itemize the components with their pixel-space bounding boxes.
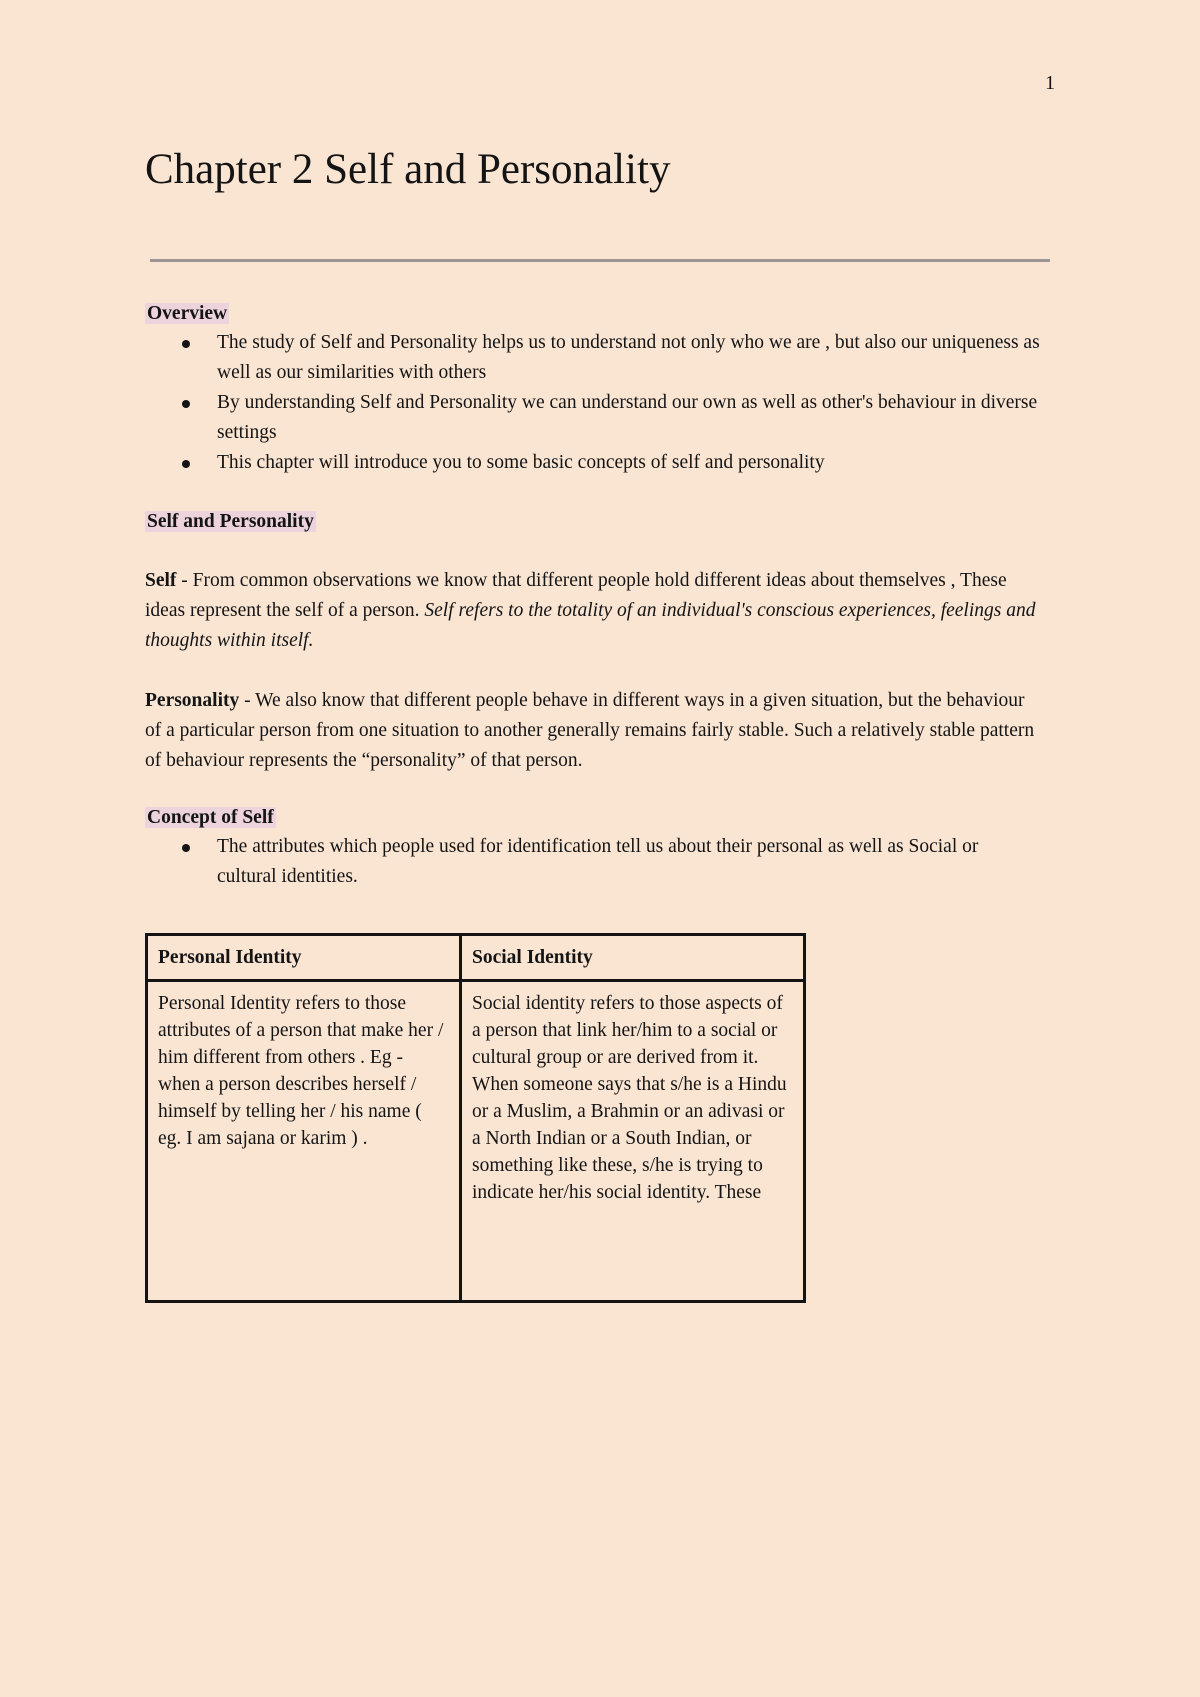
personal-identity-header: Personal Identity <box>147 935 461 981</box>
page-title: Chapter 2 Self and Personality <box>145 146 671 193</box>
self-and-personality-heading <box>145 508 1040 536</box>
document-body <box>145 300 1040 892</box>
personal-identity-cell: Personal Identity refers to those attributes of a person that make her / him different from others . Eg - when a person describes herself / himself by telling her / his name ( eg. I am sajana or karim ) . <box>147 981 461 1302</box>
concept-of-self-list <box>145 832 1040 892</box>
page-number: 1 <box>1045 72 1055 94</box>
self-definition: Self refers to the totality of an individual's conscious experiences, feelings and thoughts within itself. <box>145 600 1036 651</box>
table-row <box>147 981 805 1302</box>
personality-term: Personality <box>145 690 240 711</box>
overview-list <box>145 328 1040 478</box>
social-identity-cell: Social identity refers to those aspects of a person that link her/him to a social or cultural group or are derived from it. When someone says that s/he is a Hindu or a Muslim, a Brahmin or an adivasi or a North Indian or a South Indian, or something like these, s/he is trying to indicate her/his social identity. These <box>461 981 805 1302</box>
self-and-personality-heading-text: Self and Personality <box>147 511 314 532</box>
overview-bullet: This chapter will introduce you to some basic concepts of self and personality <box>217 448 1040 478</box>
self-text: - From common observations we know that different people hold different ideas about themselves , These ideas represent the self of a person. <box>145 570 1007 621</box>
personality-paragraph <box>145 686 1040 776</box>
overview-bullet: By understanding Self and Personality we can understand our own as well as other's behaviour in diverse settings <box>217 388 1040 448</box>
concept-bullet: The attributes which people used for identification tell us about their personal as well as Social or cultural identities. <box>217 832 1040 892</box>
self-term: Self <box>145 570 177 591</box>
overview-bullet: The study of Self and Personality helps us to understand not only who we are , but also our uniqueness as well as our similarities with others <box>217 328 1040 388</box>
title-divider <box>150 259 1050 262</box>
identity-table <box>145 933 806 1303</box>
personality-text: - We also know that different people behave in different ways in a given situation, but the behaviour of a particular person from one situation to another generally remains fairly stable. Such a relatively stable pattern of behaviour represents the “personality” of that person. <box>145 690 1035 771</box>
concept-of-self-heading-text: Concept of Self <box>147 807 274 828</box>
social-identity-header: Social Identity <box>461 935 805 981</box>
table-header-row <box>147 935 805 981</box>
concept-of-self-heading <box>145 804 1040 832</box>
self-paragraph <box>145 566 1040 656</box>
overview-heading-text: Overview <box>147 303 228 324</box>
overview-heading <box>145 300 1040 328</box>
